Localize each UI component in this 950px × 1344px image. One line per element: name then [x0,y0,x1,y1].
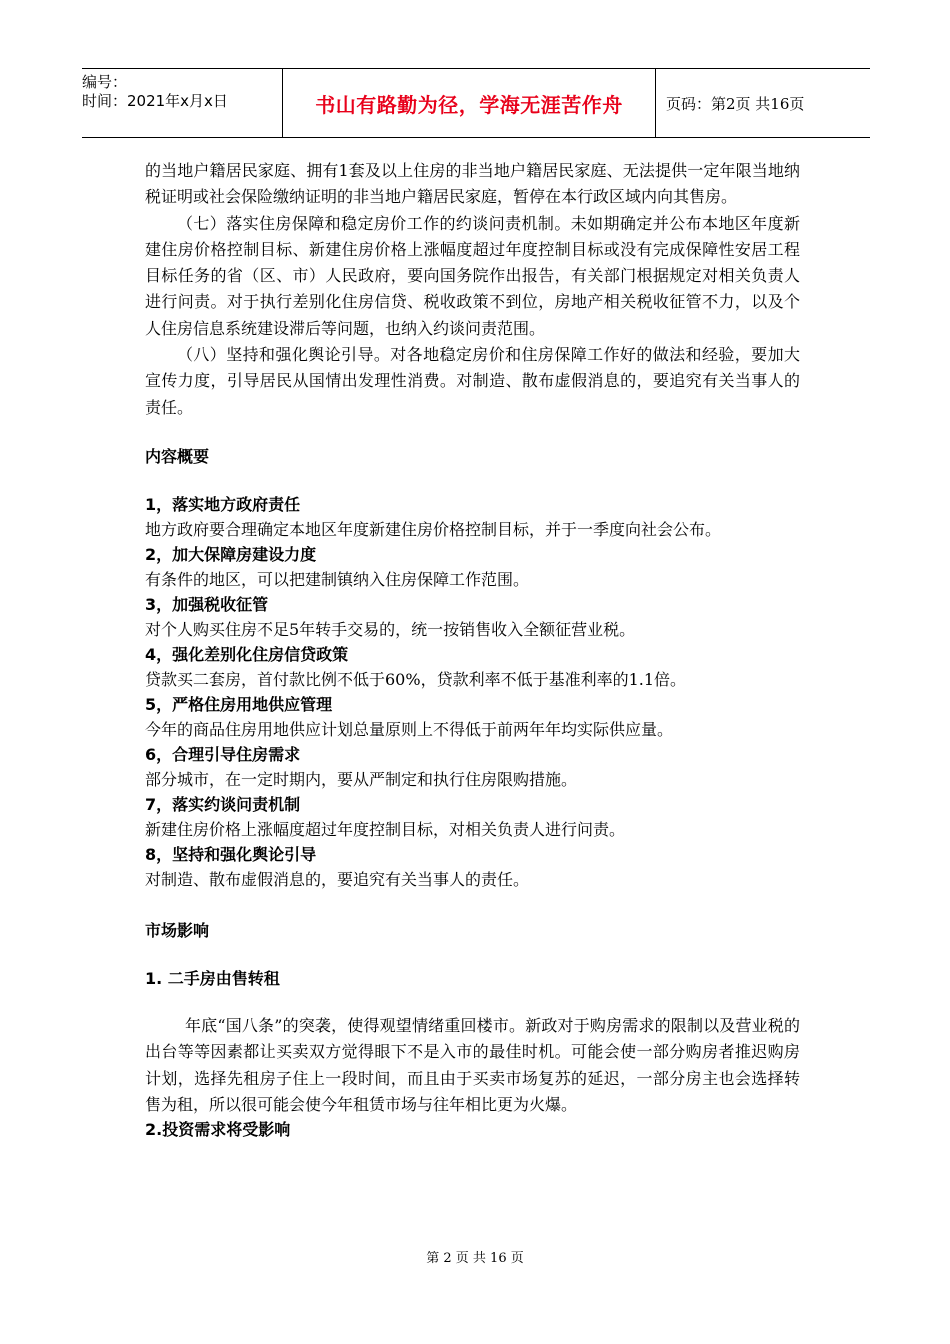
section-seven-paragraph: （七）落实住房保障和稳定房价工作的约谈问责机制。未如期确定并公布本地区年度新建住房价格控制目标、新建住房价格上涨幅度超过年度控制目标或没有完成保障性安居工程目标任务的省（区、市）人民政府，要向国务院作出报告，有关部门根据规定对相关负责人进行问责。对于执行差别化住房信贷、税收政策不到位，房地产相关税收征管不力，以及个人住房信息系统建设滞后等问题，也纳入约谈问责范围。 [145,213,800,338]
section-eight-paragraph: （八）坚持和强化舆论引导。对各地稳定房价和住房保障工作好的做法和经验，要加大宣传力度，引导居民从国情出发理性消费。对制造、散布虚假消息的，要追究有关当事人的责任。 [145,345,800,417]
summary-item-text: 新建住房价格上涨幅度超过年度控制目标，对相关负责人进行问责。 [145,819,626,839]
summary-item-text: 有条件的地区，可以把建制镇纳入住房保障工作范围。 [145,569,530,589]
summary-list [145,492,800,892]
summary-heading: 内容概要 [145,446,210,466]
summary-item-text: 对制造、散布虚假消息的，要追究有关当事人的责任。 [145,869,530,889]
summary-item-text: 地方政府要合理确定本地区年度新建住房价格控制目标，并于一季度向社会公布。 [145,519,722,539]
summary-item-text: 今年的商品住房用地供应计划总量原则上不得低于前两年年均实际供应量。 [145,719,674,739]
document-body [145,158,800,1142]
header-page-info: 页码：第2页 共16页 [666,94,805,113]
market-sub1-heading: 1. 二手房由售转租 [145,968,280,988]
market-heading: 市场影响 [145,920,210,940]
summary-item-title: 4，强化差别化住房信贷政策 [145,644,349,664]
summary-item [145,592,800,642]
summary-item [145,792,800,842]
page-header [82,68,870,138]
summary-item-text: 贷款买二套房，首付款比例不低于60%，贷款利率不低于基准利率的1.1倍。 [145,669,687,689]
summary-item [145,542,800,592]
summary-item-title: 3，加强税收征管 [145,594,269,614]
header-meta [82,69,282,137]
summary-item [145,492,800,542]
page-footer: 第 2 页 共 16 页 [426,1251,524,1266]
market-sub1-paragraph: 年底“国八条”的突袭，使得观望情绪重回楼市。新政对于购房需求的限制以及营业税的出台等等因素都让买卖双方觉得眼下不是入市的最佳时机。可能会使一部分购房者推迟购房计划，选择先租房子住上一段时间，而且由于买卖市场复苏的延迟，一部分房主也会选择转售为租，所以很可能会使今年租赁市场与往年相比更为火爆。 [145,1015,800,1114]
summary-item-title: 7，落实约谈问责机制 [145,794,301,814]
header-motto: 书山有路勤为径，学海无涯苦作舟 [282,69,656,137]
summary-item-title: 8，坚持和强化舆论引导 [145,844,317,864]
summary-item [145,842,800,892]
summary-item-title: 6，合理引导住房需求 [145,744,301,764]
summary-item-title: 5，严格住房用地供应管理 [145,694,333,714]
summary-item-title: 1，落实地方政府责任 [145,494,301,514]
summary-item [145,692,800,742]
summary-item [145,742,800,792]
market-sub2-heading: 2.投资需求将受影响 [145,1120,291,1140]
doc-number-label: 编号： [82,73,128,91]
summary-item-text: 部分城市，在一定时期内，要从严制定和执行住房限购措施。 [145,769,578,789]
continuation-paragraph: 的当地户籍居民家庭、拥有1套及以上住房的非当地户籍居民家庭、无法提供一定年限当地纳税证明或社会保险缴纳证明的非当地户籍居民家庭，暂停在本行政区域内向其售房。 [145,161,800,207]
doc-date-label: 时间：2021年x月x日 [82,92,228,110]
summary-item [145,642,800,692]
summary-item-title: 2，加大保障房建设力度 [145,544,317,564]
summary-item-text: 对个人购买住房不足5年转手交易的，统一按销售收入全额征营业税。 [145,619,636,639]
